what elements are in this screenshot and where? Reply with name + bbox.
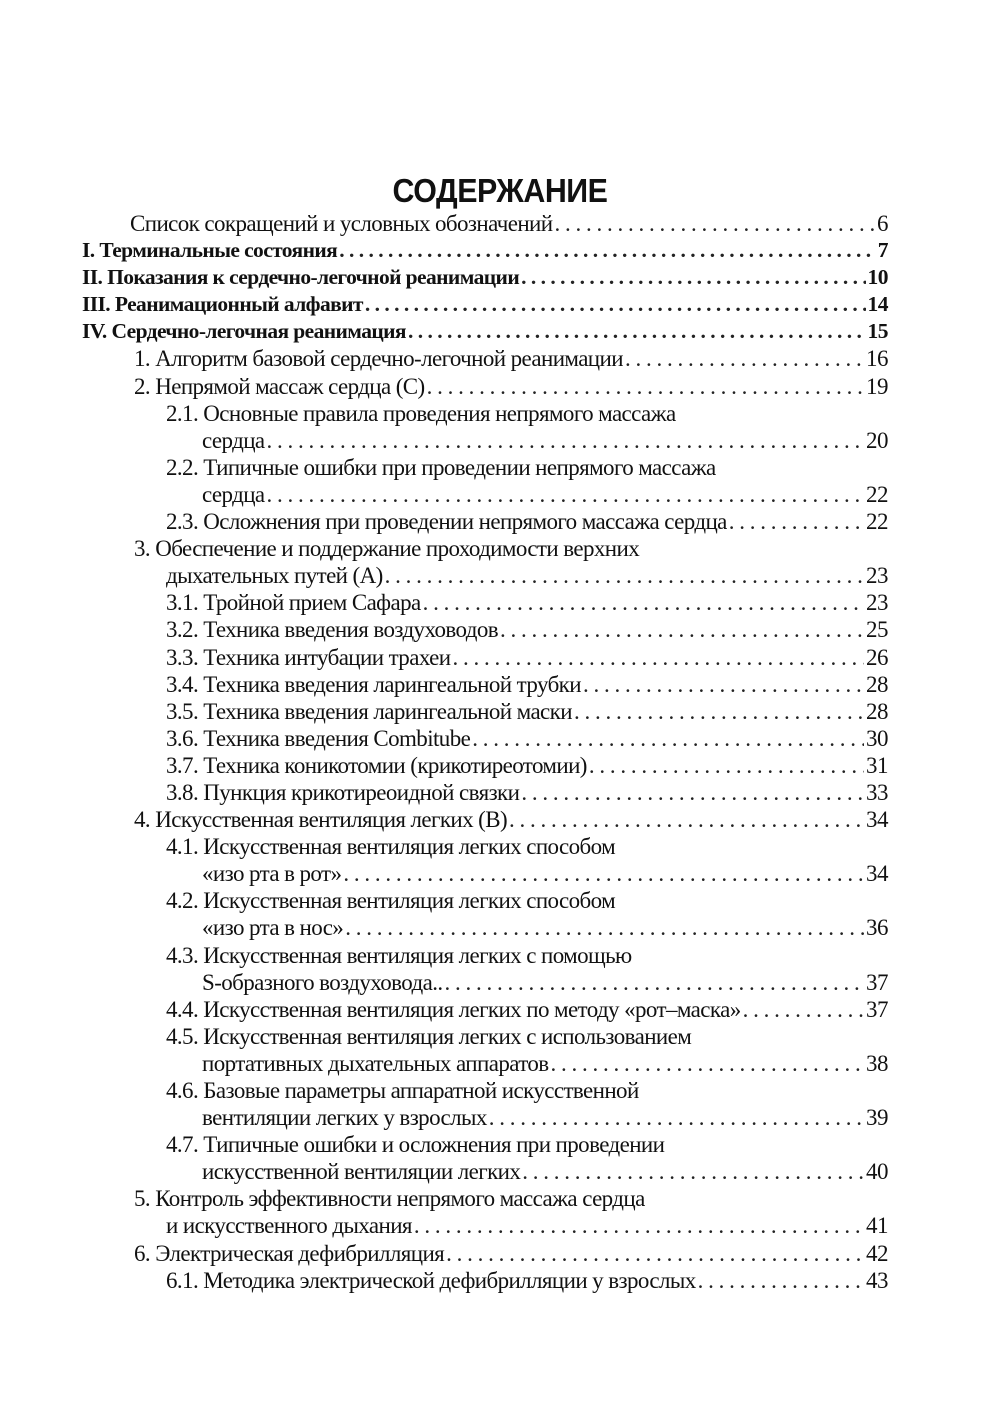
toc-entry-section-3-6[interactable]: [82, 725, 888, 752]
toc-entry-text: 2.3. Осложнения при проведении непрямого массажа сердца: [166, 509, 727, 535]
toc-page-number: 28: [866, 698, 888, 724]
toc-entry-text: 3.2. Техника введения воздуховодов: [166, 617, 498, 643]
toc-entry-text: 3.7. Техника коникотомии (крикотиреотомии): [166, 752, 587, 778]
toc-entry-text: 3.3. Техника интубации трахеи: [166, 644, 451, 670]
toc-entry-chapter-1[interactable]: [82, 237, 888, 264]
dot-leader: [267, 427, 864, 454]
toc-entry-text: 3.6. Техника введения Combitube: [166, 725, 471, 751]
toc-page-number: 36: [866, 915, 888, 941]
toc-entry-text: сердца: [202, 427, 265, 453]
toc-entry-chapter-3[interactable]: [82, 291, 888, 318]
page-title: СОДЕРЖАНИЕ: [392, 172, 608, 210]
toc-entry-text: I. Терминальные состояния: [82, 238, 338, 263]
dot-leader: [583, 671, 864, 698]
dot-leader: [446, 1240, 864, 1267]
toc-entry-section-5-cont[interactable]: [82, 1212, 888, 1239]
toc-entry-abbreviations[interactable]: [82, 210, 888, 237]
dot-leader: [445, 969, 864, 996]
toc-entry-text: 2. Непрямой массаж сердца (С): [134, 373, 425, 399]
dot-leader: [423, 589, 864, 616]
toc-page-number: 15: [867, 319, 888, 344]
toc-entry-text: «изо рта в нос»: [202, 915, 344, 941]
toc-entry-section-4-3-cont[interactable]: [82, 969, 888, 996]
toc-entry-section-3-1[interactable]: [82, 589, 888, 616]
toc-entry-section-4-6[interactable]: [82, 1077, 888, 1104]
toc-entry-chapter-4[interactable]: [82, 318, 888, 345]
toc-entry-text: 3.1. Тройной прием Сафара: [166, 590, 421, 616]
toc-page-number: 14: [867, 292, 888, 317]
toc-page-number: 40: [866, 1159, 888, 1185]
toc-entry-section-2[interactable]: [82, 373, 888, 400]
toc-entry-text: 4.4. Искусственная вентиляция легких по методу «рот–маска»: [166, 996, 741, 1022]
toc-page-number: 43: [866, 1267, 888, 1293]
toc-page-number: 22: [866, 509, 888, 535]
dot-leader: [345, 914, 864, 941]
toc-entry-section-3[interactable]: [82, 535, 888, 562]
toc-entry-section-4-3[interactable]: [82, 942, 888, 969]
toc-entry-section-3-cont[interactable]: [82, 562, 888, 589]
toc-page-number: 41: [866, 1213, 888, 1239]
toc-entry-text: S-образного воздуховода..: [202, 969, 443, 995]
toc-entry-section-5[interactable]: [82, 1185, 888, 1212]
toc-entry-text: 3. Обеспечение и поддержание проходимости верхних: [134, 536, 640, 562]
toc-entry-section-2-3[interactable]: [82, 508, 888, 535]
toc-entry-text: 4.3. Искусственная вентиляция легких с помощью: [166, 942, 632, 968]
dot-leader: [574, 698, 864, 725]
toc-entry-text: 4.7. Типичные ошибки и осложнения при проведении: [166, 1132, 665, 1158]
toc-entry-text: 4.6. Базовые параметры аппаратной искусственной: [166, 1078, 639, 1103]
toc-entry-section-2-2[interactable]: [82, 454, 888, 481]
toc-entry-text: 4.2. Искусственная вентиляция легких способом: [166, 888, 616, 914]
toc-page-number: 26: [866, 644, 888, 670]
dot-leader: [427, 373, 864, 400]
toc-entry-section-2-1-cont[interactable]: [82, 427, 888, 454]
toc-page-number: 16: [866, 346, 888, 372]
toc-entry-section-3-2[interactable]: [82, 616, 888, 643]
toc-entry-section-4-4[interactable]: [82, 996, 888, 1023]
toc-entry-text: дыхательных путей (А): [166, 563, 383, 589]
dot-leader: [729, 508, 864, 535]
dot-leader: [489, 1104, 864, 1131]
toc-page-number: 28: [866, 671, 888, 697]
toc-entry-text: и искусственного дыхания: [166, 1213, 412, 1239]
toc-page-number: 34: [866, 861, 888, 887]
toc-entry-section-4-7[interactable]: [82, 1131, 888, 1158]
toc-entry-text: 2.2. Типичные ошибки при проведении непрямого массажа: [166, 454, 716, 480]
toc-entry-text: 4.5. Искусственная вентиляция легких с использованием: [166, 1023, 692, 1049]
dot-leader: [365, 291, 866, 318]
toc-entry-section-4-1-cont[interactable]: [82, 860, 888, 887]
toc-entry-text: 4.1. Искусственная вентиляция легких способом: [166, 834, 616, 860]
toc-entry-section-3-7[interactable]: [82, 752, 888, 779]
toc-page-number: 20: [866, 427, 888, 453]
dot-leader: [343, 860, 864, 887]
toc-page-number: 22: [866, 481, 888, 507]
toc-page-number: 6: [877, 211, 888, 236]
toc-page-number: 23: [866, 563, 888, 589]
toc-entry-text: III. Реанимационный алфавит: [82, 292, 363, 317]
dot-leader: [625, 345, 864, 372]
toc-entry-section-6-1[interactable]: [82, 1267, 888, 1294]
toc-entry-section-6[interactable]: [82, 1240, 888, 1267]
dot-leader: [521, 779, 864, 806]
toc-entry-text: искусственной вентиляции легких: [202, 1159, 521, 1185]
toc-entry-section-4-6-cont[interactable]: [82, 1104, 888, 1131]
toc-page-number: 42: [866, 1240, 888, 1266]
dot-leader: [452, 644, 864, 671]
toc-page-number: 39: [866, 1105, 888, 1131]
toc-entry-section-4-5-cont[interactable]: [82, 1050, 888, 1077]
toc-entry-text: Список сокращений и условных обозначений: [130, 211, 553, 236]
toc-page-number: 23: [866, 590, 888, 616]
toc-entry-text: сердца: [202, 481, 265, 507]
toc-entry-section-4-1[interactable]: [82, 833, 888, 860]
toc-entry-section-3-8[interactable]: [82, 779, 888, 806]
dot-leader: [472, 725, 864, 752]
dot-leader: [698, 1267, 864, 1294]
toc-entry-text: 3.5. Техника введения ларингеальной маски: [166, 698, 572, 724]
toc-entry-text: «изо рта в рот»: [202, 861, 342, 887]
dot-leader: [551, 1050, 864, 1077]
toc-entry-section-2-1[interactable]: [82, 400, 888, 427]
toc-entry-section-4[interactable]: [82, 806, 888, 833]
toc-entry-text: 1. Алгоритм базовой сердечно-легочной реанимации: [134, 346, 623, 372]
toc-page-number: 25: [866, 617, 888, 643]
dot-leader: [509, 806, 864, 833]
toc-page-number: 30: [866, 725, 888, 751]
toc-entry-text: II. Показания к сердечно-легочной реанимации: [82, 265, 520, 290]
toc-entry-text: 6. Электрическая дефибрилляция: [134, 1240, 445, 1266]
toc-page-number: 37: [866, 996, 888, 1022]
toc-entry-text: портативных дыхательных аппаратов: [202, 1050, 549, 1076]
dot-leader: [414, 1212, 864, 1239]
dot-leader: [521, 264, 865, 291]
toc-entry-section-2-2-cont[interactable]: [82, 481, 888, 508]
toc-entry-text: 3.4. Техника введения ларингеальной трубки: [166, 671, 581, 697]
toc-entry-section-3-4[interactable]: [82, 671, 888, 698]
toc-entry-section-1[interactable]: [82, 345, 888, 372]
toc-entry-text: IV. Сердечно-легочная реанимация: [82, 319, 406, 344]
toc-entry-section-4-2-cont[interactable]: [82, 914, 888, 941]
toc-entry-section-4-7-cont[interactable]: [82, 1158, 888, 1185]
dot-leader: [522, 1158, 864, 1185]
toc-page-number: 7: [877, 238, 888, 263]
toc-page-number: 33: [866, 779, 888, 805]
dot-leader: [589, 752, 864, 779]
dot-leader: [339, 237, 876, 264]
toc-entry-text: 5. Контроль эффективности непрямого массажа сердца: [134, 1186, 645, 1212]
toc-page-number: 37: [866, 969, 888, 995]
table-of-contents: [82, 210, 888, 1294]
dot-leader: [500, 616, 864, 643]
toc-entry-text: 6.1. Методика электрической дефибрилляции у взрослых: [166, 1267, 696, 1293]
toc-entry-chapter-2[interactable]: [82, 264, 888, 291]
dot-leader: [408, 318, 866, 345]
dot-leader: [267, 481, 864, 508]
toc-entry-section-4-5[interactable]: [82, 1023, 888, 1050]
toc-entry-section-3-5[interactable]: [82, 698, 888, 725]
toc-page-number: 38: [866, 1050, 888, 1076]
toc-entry-text: 4. Искусственная вентиляция легких (В): [134, 807, 508, 833]
toc-page-number: 19: [866, 373, 888, 399]
toc-entry-section-3-3[interactable]: [82, 644, 888, 671]
toc-entry-section-4-2[interactable]: [82, 887, 888, 914]
toc-page-number: 31: [866, 752, 888, 778]
toc-entry-text: 2.1. Основные правила проведения непрямого массажа: [166, 400, 676, 426]
toc-page-number: 34: [866, 807, 888, 833]
toc-page-number: 10: [867, 265, 888, 290]
toc-entry-text: вентиляции легких у взрослых: [202, 1105, 487, 1131]
dot-leader: [554, 210, 875, 237]
dot-leader: [385, 562, 864, 589]
dot-leader: [743, 996, 864, 1023]
toc-entry-text: 3.8. Пункция крикотиреоидной связки: [166, 779, 520, 805]
